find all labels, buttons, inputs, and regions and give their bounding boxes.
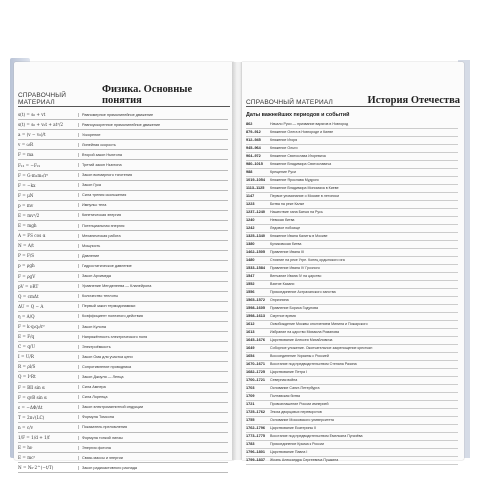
formula-description: Закон Архимеда [78, 274, 228, 278]
event-year: 912–945 [246, 138, 261, 142]
timeline-row [246, 185, 458, 193]
formula: η = A/Q [18, 313, 35, 319]
event-text: Соборное уложение. Окончательное закрепощение крестьян [270, 346, 373, 350]
timeline-row [246, 313, 458, 321]
history-page [242, 62, 464, 460]
event-text: Царствование Алексея Михайловича [270, 338, 333, 342]
event-text: Царствование Петра I [270, 370, 308, 374]
timeline-row [246, 265, 458, 273]
formula-description: Закон радиоактивного распада [78, 466, 228, 470]
timeline-row [246, 257, 458, 265]
timeline-row [246, 417, 458, 425]
formula: I = U/R [18, 354, 34, 360]
event-text: Освобождение Москвы ополчением Минина и Пожарского [270, 322, 368, 326]
formula-description: Гидростатическое давление [78, 264, 228, 268]
formula-row [18, 150, 228, 160]
event-year: 1721 [246, 402, 255, 406]
formula: a = (v − v₀)/t [18, 132, 46, 138]
formula-description: Линейная скорость [78, 143, 228, 147]
event-year: 1240 [246, 218, 255, 222]
formula: E = F/q [18, 334, 35, 340]
formula: ε = −ΔΦ/Δt [18, 404, 43, 410]
formula-row [18, 272, 228, 282]
event-year: 879–912 [246, 130, 261, 134]
event-text: Ледовое побоище [270, 226, 301, 230]
formula: F = k·q₁q₂/r² [18, 324, 45, 330]
formula: A = FS cos α [18, 233, 46, 239]
formula-description: Закон всемирного тяготения [78, 173, 228, 177]
formula-row [18, 393, 228, 403]
timeline-row [246, 361, 458, 369]
formula: v = ωR [18, 142, 34, 148]
formula-row [18, 302, 228, 312]
event-text: Стояние на реке Угре. Конец ордынского ига [270, 258, 345, 262]
formula-description: Закон Ома для участка цепи [78, 355, 228, 359]
formula-description: Формула Томсона [78, 415, 228, 419]
timeline-row [246, 233, 458, 241]
formula-row [18, 171, 228, 181]
event-year: 1533–1584 [246, 266, 266, 270]
formula-row [18, 383, 228, 393]
formula-description: Импульс тела [78, 203, 228, 207]
timeline-row [246, 409, 458, 417]
formula: F = ma [18, 152, 34, 158]
formula-row [18, 231, 228, 241]
formula-description: Напряжённость электрического поля [78, 335, 228, 339]
event-year: 1147 [246, 194, 255, 198]
timeline-row [246, 401, 458, 409]
timeline-row [246, 153, 458, 161]
formula-row [18, 120, 228, 130]
event-text: Основание Московского университета [270, 418, 334, 422]
formula-description: Потенциальная энергия [78, 224, 228, 228]
formula-description: Показатель преломления [78, 425, 228, 429]
event-year: 964–972 [246, 154, 261, 158]
event-year: 1598–1605 [246, 306, 266, 310]
formula-description: Сила трения скольжения [78, 193, 228, 197]
formula-description: Равноускоренное прямолинейное движение [78, 123, 228, 127]
event-text: Восстание под предводительством Степана Разина [270, 362, 357, 366]
formula: 1/F = 1/d + 1/f [18, 435, 50, 441]
event-text: Смутное время [270, 314, 296, 318]
event-text: Провозглашение России империей [270, 402, 329, 406]
timeline-row [246, 225, 458, 233]
formula-description: Давление [78, 254, 228, 258]
timeline-row [246, 161, 458, 169]
timeline-row [246, 137, 458, 145]
formula-row [18, 372, 228, 382]
timeline-row [246, 145, 458, 153]
event-year: 1645–1676 [246, 338, 266, 342]
timeline-row [246, 393, 458, 401]
event-year: 1709 [246, 394, 255, 398]
timeline-row [246, 297, 458, 305]
formula-row [18, 140, 228, 150]
formula-description: Связь массы и энергии [78, 456, 228, 460]
timeline-row [246, 321, 458, 329]
formula-row [18, 342, 228, 352]
timeline-row [246, 241, 458, 249]
timeline-row [246, 273, 458, 281]
formula: s(t) = s₀ + vt [18, 112, 46, 118]
event-year: 1223 [246, 202, 255, 206]
event-text: Опричнина [270, 298, 289, 302]
event-year: 1480 [246, 258, 255, 262]
formula-description: Равномерное прямолинейное движение [78, 113, 228, 117]
timeline-row [246, 457, 458, 465]
formula-row [18, 181, 228, 191]
formula-row [18, 403, 228, 413]
event-year: 1700–1721 [246, 378, 266, 382]
formula-description: Мощность [78, 244, 228, 248]
formula-description: Закон Кулона [78, 325, 228, 329]
formula-description: Сила Ампера [78, 385, 228, 389]
event-text: Присоединение Крыма к России [270, 442, 324, 446]
event-year: 1783 [246, 442, 255, 446]
event-year: 980–1015 [246, 162, 263, 166]
event-text: Царствование Павла I [270, 450, 308, 454]
event-text: Крещение Руси [270, 170, 296, 174]
formula-row [18, 332, 228, 342]
event-text: Полтавская битва [270, 394, 301, 398]
formula: E = mc² [18, 455, 36, 461]
formula-row [18, 221, 228, 231]
formula: F = −kx [18, 182, 36, 188]
formula-row [18, 322, 228, 332]
event-year: 1113–1125 [246, 186, 265, 190]
event-text: Восстание под предводительством Емельяна Пугачёва [270, 434, 363, 438]
open-notebook [14, 62, 470, 471]
formula-description: Второй закон Ньютона [78, 153, 228, 157]
event-year: 1762–1796 [246, 426, 266, 430]
timeline-row [246, 449, 458, 457]
event-text: Правление Ивана III [270, 250, 304, 254]
event-text: Княжение Ярослава Мудрого [270, 178, 319, 182]
event-text: Взятие Казани [270, 282, 295, 286]
page-header [18, 84, 230, 107]
formula: F = μN [18, 192, 34, 198]
formula: F₁₂ = −F₂₁ [18, 162, 41, 168]
event-text: Правление Ивана IV Грозного [270, 266, 320, 270]
event-year: 1796–1801 [246, 450, 266, 454]
formula-row [18, 261, 228, 271]
event-year: 1547 [246, 274, 255, 278]
event-text: Правление Бориса Годунова [270, 306, 319, 310]
timeline-row [246, 209, 458, 217]
timeline-row [246, 121, 458, 129]
page-header [246, 92, 460, 107]
page-kicker: СПРАВОЧНЫЙ МАТЕРИАЛ [18, 92, 67, 106]
timeline-row [246, 433, 458, 441]
formula-table [18, 110, 228, 473]
event-year: 1799–1837 [246, 458, 266, 462]
formula: E = mgh [18, 223, 37, 229]
formula-description: Третий закон Ньютона [78, 163, 228, 167]
formula: E = hν [18, 445, 33, 451]
event-text: Воссоединение Украины с Россией [270, 354, 329, 358]
formula-description: Электроёмкость [78, 345, 228, 349]
event-text: Княжение Владимира Святославича [270, 162, 332, 166]
formula: F = ρgV [18, 273, 36, 279]
formula: T = 2π√(LC) [18, 414, 45, 420]
event-text: Начало Руси — призвание варягов в Новгород [270, 122, 349, 126]
formula-row [18, 463, 228, 473]
formula-description: Количество теплоты [78, 294, 228, 298]
formula: F = BIl sin α [18, 384, 45, 390]
timeline-row [246, 289, 458, 297]
formula-description: Уравнение Менделеева — Клапейрона [78, 284, 228, 288]
event-year: 1556 [246, 290, 255, 294]
formula-row [18, 191, 228, 201]
event-text: Первое упоминание о Москве в летописи [270, 194, 340, 198]
page-title: Физика. Основные понятия [101, 84, 193, 106]
timeline-row [246, 217, 458, 225]
formula: s(t) = s₀ + v₀t + at²/2 [18, 122, 64, 128]
formula-description: Энергия фотона [78, 446, 228, 450]
timeline-row [246, 177, 458, 185]
timeline-row [246, 377, 458, 385]
event-text: Невская битва [270, 218, 295, 222]
timeline-row [246, 441, 458, 449]
formula: p = ρgh [18, 263, 35, 269]
event-year: 1019–1054 [246, 178, 266, 182]
formula: Q = cmΔt [18, 293, 39, 299]
formula: F = G·m₁m₂/r² [18, 172, 49, 178]
timeline-row [246, 305, 458, 313]
event-text: Основание Санкт-Петербурга [270, 386, 320, 390]
formula: N = N₀·2^(−t/T) [18, 465, 54, 471]
timeline-row [246, 425, 458, 433]
formula-description: Сопротивление проводника [78, 365, 228, 369]
formula-row [18, 352, 228, 362]
formula: N = A/t [18, 243, 34, 249]
formula: F = qvB sin α [18, 394, 47, 400]
event-year: 1462–1505 [246, 250, 266, 254]
timeline-row [246, 281, 458, 289]
event-year: 1598–1613 [246, 314, 266, 318]
formula: E = mv²/2 [18, 212, 40, 218]
page-title: История Отечества [367, 95, 460, 106]
event-year: 1552 [246, 282, 255, 286]
formula-row [18, 110, 228, 120]
timeline-row [246, 193, 458, 201]
event-text: Царствование Екатерины II [270, 426, 317, 430]
formula-description: Закон электромагнитной индукции [78, 405, 228, 409]
formula-row [18, 423, 228, 433]
event-year: 1725–1762 [246, 410, 266, 414]
event-year: 1565–1572 [246, 298, 266, 302]
timeline-row [246, 129, 458, 137]
section-subtitle: Даты важнейших периодов и событий [246, 112, 350, 118]
timeline-row [246, 385, 458, 393]
timeline-row [246, 337, 458, 345]
formula-row [18, 413, 228, 423]
formula: n = c/v [18, 424, 33, 430]
formula-description: Сила Лоренца [78, 395, 228, 399]
event-year: 1612 [246, 322, 255, 326]
event-year: 945–964 [246, 146, 261, 150]
event-text: Княжение Святослава Игоревича [270, 154, 326, 158]
event-text: Избрание на царство Михаила Романова [270, 330, 339, 334]
formula-row [18, 282, 228, 292]
formula-row [18, 241, 228, 251]
event-text: Княжение Ивана Калиты в Москве [270, 234, 328, 238]
formula-row [18, 201, 228, 211]
formula-description: Механическая работа [78, 234, 228, 238]
formula: ΔU = Q − A [18, 303, 44, 309]
event-text: Жизнь Александра Сергеевича Пушкина [270, 458, 339, 462]
formula: pV = νRT [18, 283, 39, 289]
formula-row [18, 312, 228, 322]
event-text: Присоединение Астраханского ханства [270, 290, 336, 294]
formula-row [18, 251, 228, 261]
formula: R = ρl/S [18, 364, 36, 370]
event-text: Венчание Ивана IV на царство [270, 274, 322, 278]
formula-description: Первый закон термодинамики [78, 304, 228, 308]
formula: p = mv [18, 202, 34, 208]
timeline-row [246, 329, 458, 337]
formula-description: Кинетическая энергия [78, 213, 228, 217]
event-year: 1380 [246, 242, 255, 246]
event-year: 1703 [246, 386, 255, 390]
event-year: 1237–1240 [246, 210, 266, 214]
formula-row [18, 362, 228, 372]
event-text: Княжение Олега в Новгороде и Киеве [270, 130, 334, 134]
timeline-row [246, 201, 458, 209]
event-year: 988 [246, 170, 253, 174]
formula-row [18, 130, 228, 140]
event-year: 1325–1340 [246, 234, 266, 238]
formula-row [18, 433, 228, 443]
page-kicker: СПРАВОЧНЫЙ МАТЕРИАЛ [246, 99, 333, 106]
formula: C = q/U [18, 344, 35, 350]
event-text: Эпоха дворцовых переворотов [270, 410, 322, 414]
physics-page [14, 62, 234, 471]
formula-description: Формула тонкой линзы [78, 436, 228, 440]
formula-description: Закон Джоуля — Ленца [78, 375, 228, 379]
event-text: Битва на реке Калке [270, 202, 305, 206]
formula-description: Закон Гука [78, 183, 228, 187]
event-year: 1670–1671 [246, 362, 266, 366]
formula-description: Ускорение [78, 133, 228, 137]
formula: P = F/S [18, 253, 35, 259]
formula-row [18, 453, 228, 463]
event-year: 1242 [246, 226, 255, 230]
formula-description: Коэффициент полезного действия [78, 314, 228, 318]
timeline-row [246, 369, 458, 377]
formula-row [18, 211, 228, 221]
event-year: 1613 [246, 330, 255, 334]
event-text: Княжение Владимира Мономаха в Киеве [270, 186, 339, 190]
event-year: 1755 [246, 418, 255, 422]
formula: Q = I²Rt [18, 374, 36, 380]
timeline-row [246, 169, 458, 177]
timeline-row [246, 345, 458, 353]
event-text: Княжение Ольги [270, 146, 298, 150]
timeline-row [246, 353, 458, 361]
event-year: 1773–1775 [246, 434, 266, 438]
formula-row [18, 160, 228, 170]
event-year: 1682–1725 [246, 370, 266, 374]
event-year: 862 [246, 122, 253, 126]
timeline-row [246, 249, 458, 257]
timeline-table [246, 121, 458, 465]
event-year: 1649 [246, 346, 255, 350]
event-text: Княжение Игоря [270, 138, 298, 142]
event-year: 1654 [246, 354, 255, 358]
event-text: Северная война [270, 378, 298, 382]
formula-row [18, 292, 228, 302]
formula-row [18, 443, 228, 453]
event-text: Нашествие хана Батыя на Русь [270, 210, 323, 214]
event-text: Куликовская битва [270, 242, 302, 246]
